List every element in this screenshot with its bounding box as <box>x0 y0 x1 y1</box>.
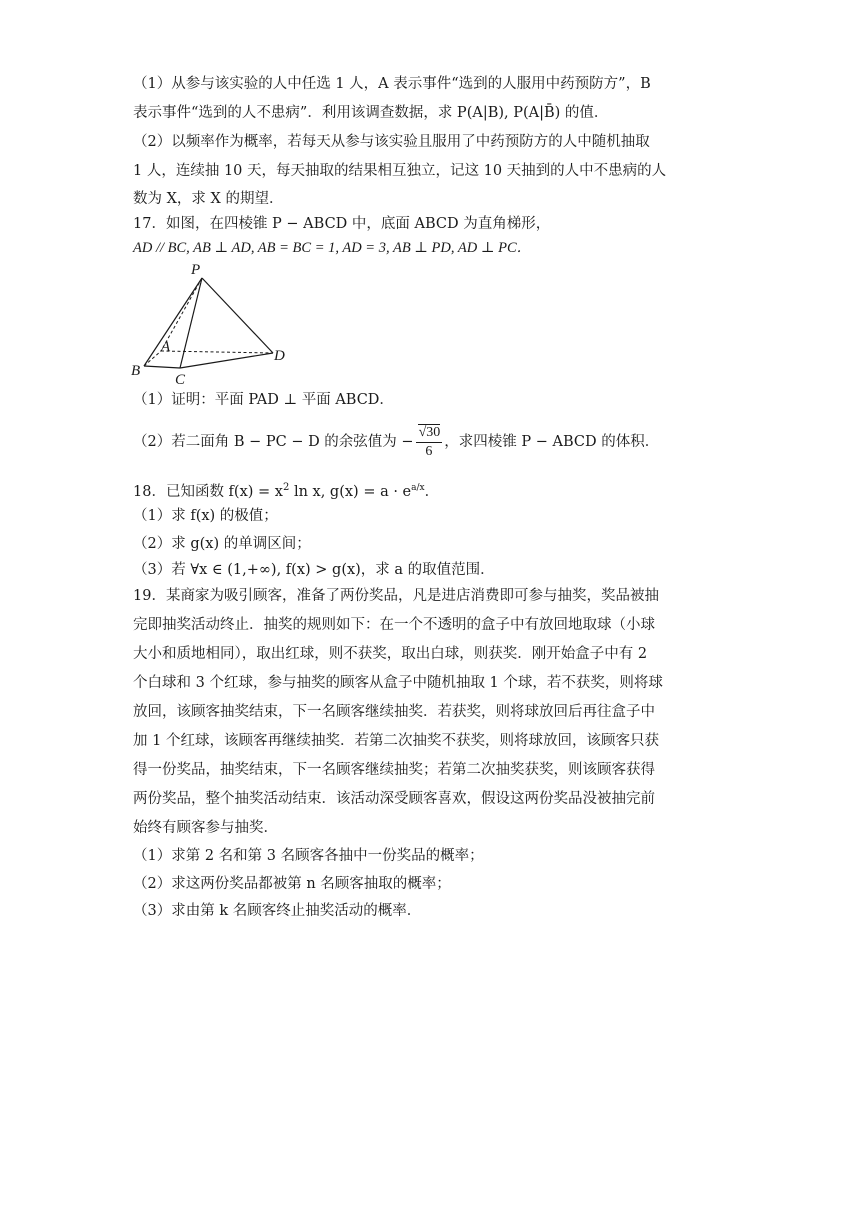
q18-exponent: 2 <box>282 482 290 493</box>
fraction-denominator: 6 <box>425 443 433 459</box>
q16-part1-line1: （1）从参与该实验的人中任选 1 人，A 表示事件“选到的人服用中药预防方”，B <box>133 76 651 92</box>
q18-stem <box>133 476 439 504</box>
q18-exponent-2: a/x <box>411 483 425 493</box>
vertex-label-c: C <box>175 372 186 388</box>
q18-stem-suffix: ． <box>424 483 440 500</box>
cosine-fraction <box>416 424 443 461</box>
q16-part2-line2: 1 人，连续抽 10 天，每天抽取的结果相互独立，记这 10 天抽到的人中不患病的人 <box>133 163 667 179</box>
q17-stem-line2: AD // BC, AB ⊥ AD, AB = BC = 1, AD = 3, AB ⊥ PD, AD ⊥ PC． <box>133 240 532 256</box>
q19-line-7: 得一份奖品，抽奖结束，下一名顾客继续抽奖；若第二次抽奖获奖，则该顾客获得 <box>133 762 655 778</box>
q19-line-8: 两份奖品，整个抽奖活动结束．该活动深受顾客喜欢，假设这两份奖品没被抽完前 <box>133 791 655 807</box>
q18-stem-mid: ln x, g(x) = a · e <box>289 483 412 500</box>
q17-part2-prefix: （2）若二面角 B − PC − D 的余弦值为 − <box>133 434 414 450</box>
vertex-label-d: D <box>274 348 285 364</box>
q16-part1-line2: 表示事件“选到的人不患病”．利用该调查数据，求 P(A|B), P(A|B̄) 的值． <box>133 105 609 121</box>
q19-part1: （1）求第 2 名和第 3 名顾客各抽中一份奖品的概率； <box>133 848 484 864</box>
q17-part1: （1）证明：平面 PAD ⊥ 平面 ABCD． <box>133 392 394 408</box>
vertex-label-p: P <box>191 262 201 278</box>
q19-line-6: 加 1 个红球，该顾客再继续抽奖．若第二次抽奖不获奖，则将球放回，该顾客只获 <box>133 733 659 749</box>
q19-line-2: 完即抽奖活动终止．抽奖的规则如下：在一个不透明的盒子中有放回地取球（小球 <box>133 617 655 633</box>
q18-part1: （1）求 f(x) 的极值； <box>133 508 278 524</box>
vertex-label-a: A <box>161 339 171 355</box>
q17-stem-line1: 17．如图，在四棱锥 P − ABCD 中，底面 ABCD 为直角梯形， <box>133 216 551 232</box>
q19-line-9: 始终有顾客参与抽奖． <box>133 820 278 836</box>
q19-line-5: 放回，该顾客抽奖结束，下一名顾客继续抽奖．若获奖，则将球放回后再往盒子中 <box>133 704 655 720</box>
q18-stem-prefix: 18．已知函数 f(x) = x <box>133 483 283 500</box>
q18-part2: （2）求 g(x) 的单调区间； <box>133 536 311 552</box>
q19-line-3: 大小和质地相同），取出红球，则不获奖，取出白球，则获奖．刚开始盒子中有 2 <box>133 646 648 662</box>
q16-part2-line3: 数为 X，求 X 的期望． <box>133 191 284 207</box>
vertex-label-b: B <box>131 363 141 379</box>
q17-part2 <box>133 422 659 462</box>
fraction-numerator: √30 <box>418 424 441 440</box>
pyramid-figure <box>128 260 298 388</box>
q19-part3: （3）求由第 k 名顾客终止抽奖活动的概率． <box>133 903 422 919</box>
q19-line-4: 个白球和 3 个红球，参与抽奖的顾客从盒子中随机抽取 1 个球，若不获奖，则将球 <box>133 675 663 691</box>
q17-part2-suffix: ，求四棱锥 P − ABCD 的体积． <box>444 434 660 450</box>
q19-part2: （2）求这两份奖品都被第 n 名顾客抽取的概率； <box>133 876 451 892</box>
q16-part2-line1: （2）以频率作为概率，若每天从参与该实验且服用了中药预防方的人中随机抽取 <box>133 134 650 150</box>
q18-part3: （3）若 ∀x ∈ (1,+∞), f(x) > g(x)，求 a 的取值范围． <box>133 562 495 578</box>
q19-line-1: 19．某商家为吸引顾客，准备了两份奖品，凡是进店消费即可参与抽奖，奖品被抽 <box>133 588 659 604</box>
